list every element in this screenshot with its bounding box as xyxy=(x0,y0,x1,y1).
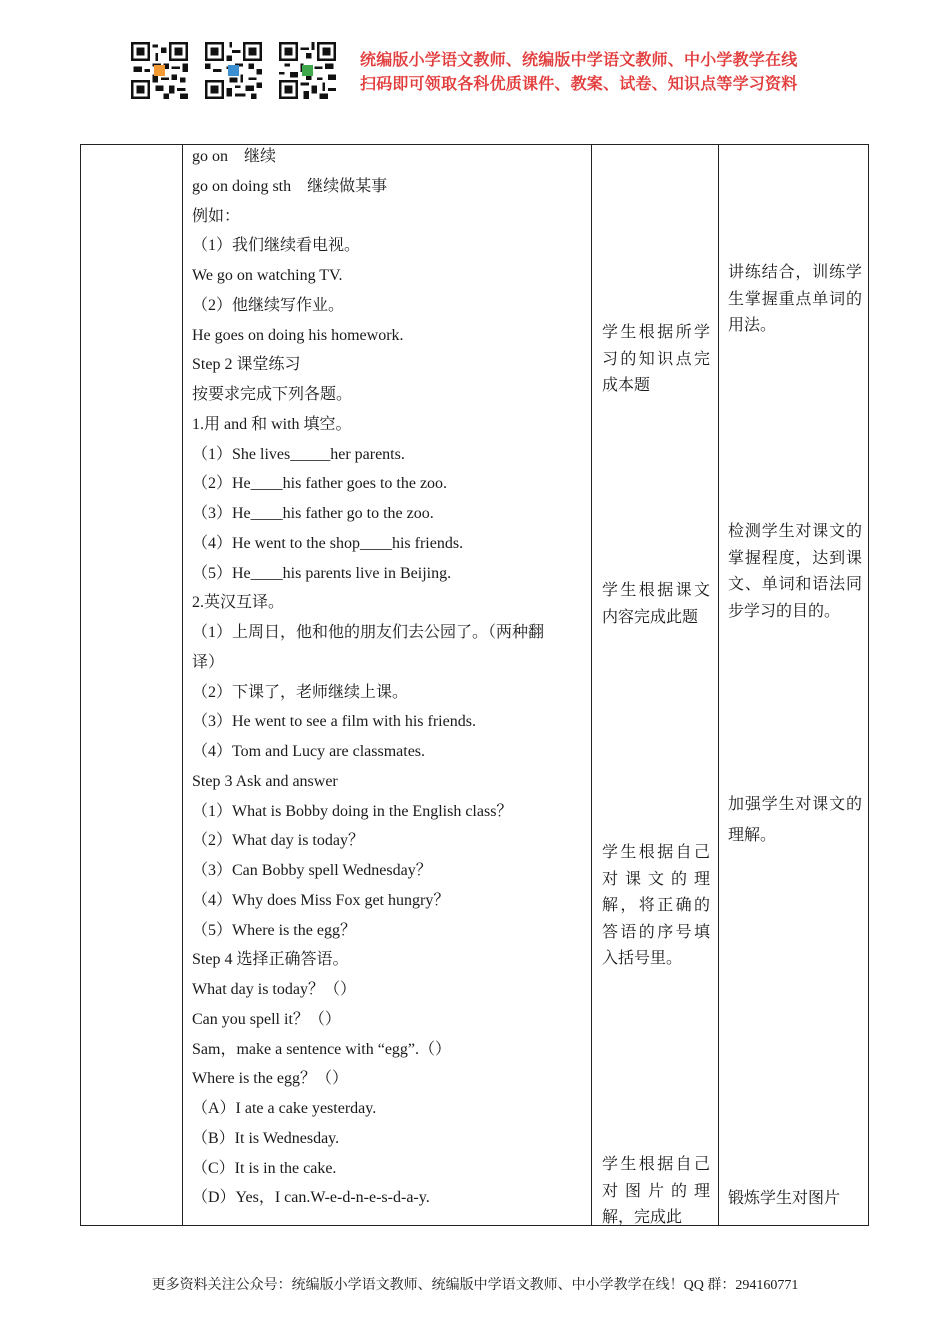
student-activity-note: 学生根据自己对课文的理解，将正确的答语的序号填入括号里。 xyxy=(602,844,710,967)
column-divider xyxy=(718,145,719,1225)
content-line: Step 2 课堂练习 xyxy=(192,356,301,374)
content-line: （B）It is Wednesday. xyxy=(192,1129,340,1147)
content-line: （3）He went to see a film with his friends. xyxy=(192,713,476,731)
content-line: （C）It is in the cake. xyxy=(192,1159,337,1177)
banner-line-2: 扫码即可领取各科优质课件、教案、试卷、知识点等学习资料 xyxy=(360,74,798,93)
content-line: He goes on doing his homework. xyxy=(192,326,404,344)
content-line: （4）Tom and Lucy are classmates. xyxy=(192,743,426,760)
content-line: Step 4 选择正确答语。 xyxy=(192,951,349,969)
content-line: Can you spell it？（） xyxy=(192,1010,341,1028)
content-line: （D）Yes，I can.W-e-d-n-e-s-d-a-y. xyxy=(192,1189,430,1207)
content-line: （A）I ate a cake yesterday. xyxy=(192,1100,377,1117)
content-line: 译） xyxy=(192,653,225,671)
student-activity-note: 学生根据所学习的知识点完成本题 xyxy=(602,324,710,394)
page-header xyxy=(0,0,950,110)
design-intent-note: 锻炼学生对图片 xyxy=(728,1190,841,1207)
content-line: （2）他继续写作业。 xyxy=(192,296,345,314)
content-line: Sam，make a sentence with “egg”.（） xyxy=(192,1040,452,1058)
student-activity-note: 学生根据课文内容完成此题 xyxy=(602,582,710,626)
qr-code-icon xyxy=(205,42,262,99)
content-line: （2）下课了，老师继续上课。 xyxy=(192,683,409,701)
content-line: （2）He____his father goes to the zoo. xyxy=(192,475,448,493)
banner-line-1: 统编版小学语文教师、统编版中学语文教师、中小学教学在线 xyxy=(360,50,798,69)
qr-code-icon xyxy=(279,42,336,99)
lesson-plan-table xyxy=(80,144,869,1226)
content-line: Step 3 Ask and answer xyxy=(192,772,338,790)
content-line: go on doing sth 继续做某事 xyxy=(192,177,388,195)
content-line: 1.用 and 和 with 填空。 xyxy=(192,415,352,433)
content-line: 按要求完成下列各题。 xyxy=(192,386,353,403)
content-line: （4）He went to the shop____his friends. xyxy=(192,534,464,552)
content-line: （2）What day is today？ xyxy=(192,832,364,850)
content-line: （1）上周日，他和他的朋友们去公园了。（两种翻 xyxy=(192,624,545,641)
content-line: 2.英汉互译。 xyxy=(192,594,285,612)
content-line: （4）Why does Miss Fox get hungry？ xyxy=(192,891,450,909)
content-line: What day is today？（） xyxy=(192,981,356,998)
page-footer: 更多资料关注公众号：统编版小学语文教师、统编版中学语文教师、中小学教学在线！QQ 群：294160771 xyxy=(151,1278,799,1293)
content-line: We go on watching TV. xyxy=(192,267,343,284)
promo-banner xyxy=(360,48,830,96)
student-activity-note: 学生根据自己对图片的理解，完成此 xyxy=(602,1156,710,1226)
content-line: （3）Can Bobby spell Wednesday？ xyxy=(192,862,432,879)
content-line: （1）What is Bobby doing in the English class？ xyxy=(192,802,513,820)
column-divider xyxy=(591,145,592,1225)
design-intent-note: 加强学生对课文的理解。 xyxy=(728,796,862,844)
content-line: （5）He____his parents live in Beijing. xyxy=(192,564,452,582)
content-line: （3）He____his father go to the zoo. xyxy=(192,505,434,522)
qr-code-icon xyxy=(131,42,188,99)
content-line: （1）我们继续看电视。 xyxy=(192,237,361,255)
content-line: （1）She lives_____her parents. xyxy=(192,445,405,463)
column-divider xyxy=(182,145,183,1225)
content-line: 例如： xyxy=(192,207,241,225)
design-intent-note: 讲练结合，训练学生掌握重点单词的用法。 xyxy=(728,264,862,334)
content-line: Where is the egg？（） xyxy=(192,1070,348,1088)
content-line: （5）Where is the egg？ xyxy=(192,921,356,939)
design-intent-note: 检测学生对课文的掌握程度，达到课文、单词和语法同步学习的目的。 xyxy=(728,523,862,620)
content-line: go on 继续 xyxy=(192,148,277,165)
teaching-content-column xyxy=(192,142,587,1213)
